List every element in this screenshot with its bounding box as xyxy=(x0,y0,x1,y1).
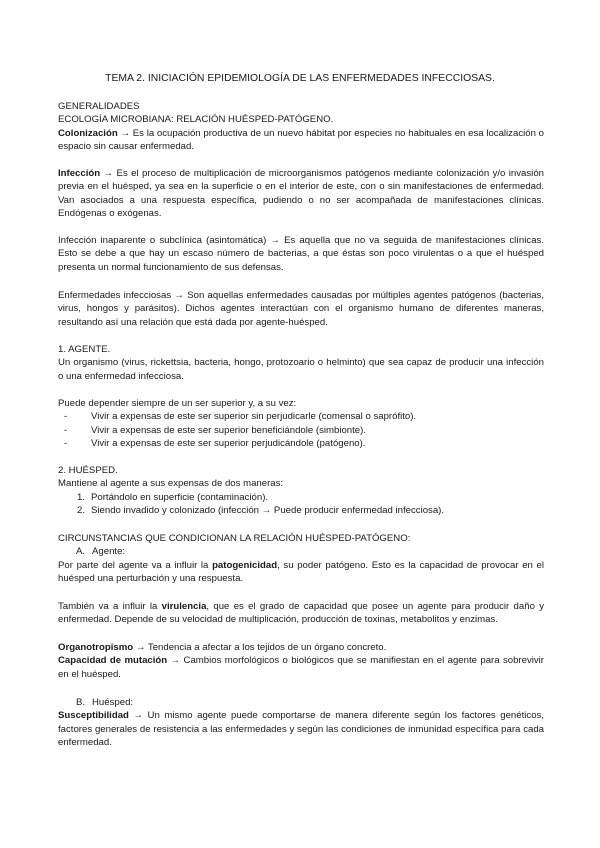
document-title: TEMA 2. INICIACIÓN EPIDEMIOLOGÍA DE LAS ENFERMEDADES INFECCIOSAS. xyxy=(105,73,495,84)
virulencia-pre: También va a influir la xyxy=(58,601,162,612)
colonizacion-paragraph xyxy=(58,127,544,154)
list-item xyxy=(58,491,544,504)
enfermedades-paragraph: Enfermedades infecciosas → Son aquellas enfermedades causadas por múltiples agentes patógenos (bacterias, virus, hongos y parásitos). Dichos agentes interactúan con el organismo humano de diferentes maneras, resultando así una relación que está dada por agente-huésped. xyxy=(58,290,544,328)
huesped-heading: 2. HUÉSPED. xyxy=(58,465,118,476)
generalidades-section xyxy=(58,100,544,154)
agente-list-intro: Puede depender siempre de un ser superior y, a su vez: xyxy=(58,398,297,409)
enfermedades-block xyxy=(58,289,544,329)
mutacion-term: Capacidad de mutación xyxy=(58,655,168,667)
list-item: - Vivir a expensas de este ser superior perjudicándole (patógeno). xyxy=(58,437,544,450)
virulencia-block xyxy=(58,600,544,627)
agente-subheading xyxy=(58,545,544,558)
patogenicidad-pre: Por parte del agente va a influir la xyxy=(58,559,213,571)
susceptibilidad-text: → Un mismo agente puede comportarse de manera diferente según los factores genéticos, factores generales de resistencia a las enfermedades y según las condiciones de inmunidad específica para cada enfermedad. xyxy=(58,710,544,749)
infeccion-block xyxy=(58,167,544,221)
generalidades-heading: GENERALIDADES xyxy=(58,101,140,112)
inaparente-block xyxy=(58,234,544,274)
organotropismo-text: → Tendencia a afectar a los tejidos de un órgano concreto. xyxy=(133,642,387,653)
agente-paragraph: Un organismo (virus, rickettsia, bacteria, hongo, protozoario o helminto) que sea capaz de producir una infección o una enfermedad infecciosa. xyxy=(58,357,544,382)
patogenicidad-paragraph xyxy=(58,559,544,586)
patogenicidad-term: patogenicidad xyxy=(212,559,278,571)
agente-list-block xyxy=(58,397,544,451)
infeccion-text: → Es el proceso de multiplicación de microorganismos patógenos mediante colonización y/o invasión previa en el huésped, ya sea en la superficie o en el interior de este, con o sin manifestaciones de enfermedad. Van asociados a una respuesta específica, pudiendo o no ser acompañada de manifestaciones clínicas. Endógenas o exógenas. xyxy=(58,168,544,220)
organotropismo-paragraph xyxy=(58,641,544,654)
list-number: 2. xyxy=(77,505,86,517)
subheading-letter: B. xyxy=(76,697,86,708)
mutacion-text: → Cambios morfológicos o biológicos que se manifiestan en el agente para sobrevivir en el huésped. xyxy=(58,655,544,680)
colonizacion-term: Colonización xyxy=(58,127,118,139)
susceptibilidad-paragraph xyxy=(58,709,544,749)
organotropismo-term: Organotropismo xyxy=(58,642,134,653)
list-number: 1. xyxy=(77,491,86,503)
huesped-subheading xyxy=(58,696,544,709)
patogenicidad-post: , su poder patógeno. Esto es la capacidad de provocar en el huésped una perturbación y una respuesta. xyxy=(58,559,544,585)
agente-list xyxy=(58,410,544,450)
huesped-list xyxy=(58,491,544,518)
virulencia-paragraph xyxy=(58,600,544,627)
colonizacion-text: → Es la ocupación productiva de un nuevo hábitat por especies no habituales en esa localización o espacio sin causar enfermedad. xyxy=(58,127,544,153)
infeccion-term: Infección xyxy=(58,168,101,179)
mutacion-paragraph xyxy=(58,654,544,681)
ecologia-subheading: ECOLOGÍA MICROBIANA: RELACIÓN HUÉSPED-PATÓGENO. xyxy=(58,114,334,126)
agente-section xyxy=(58,343,544,383)
list-text: Portándolo en superficie (contaminación). xyxy=(91,491,269,503)
virulencia-term: virulencia xyxy=(161,601,207,612)
organotropismo-block xyxy=(58,641,544,681)
subheading-label: Huésped: xyxy=(92,697,134,708)
circunstancias-heading: CIRCUNSTANCIAS QUE CONDICIONAN LA RELACIÓN HUÉSPED-PATÓGENO: xyxy=(58,533,411,544)
circunstancias-section xyxy=(58,532,544,586)
infeccion-paragraph xyxy=(58,167,544,221)
list-item: - Vivir a expensas de este ser superior beneficiándole (simbionte). xyxy=(58,424,544,437)
inaparente-paragraph: Infección inaparente o subclínica (asintomática) → Es aquella que no va seguida de manifestaciones clínicas. Esto se debe a que hay un escaso número de bacterias, a que éstas son poco virulentas o a que el huésped presenta un normal funcionamiento de sus defensas. xyxy=(58,235,544,273)
subheading-label: Agente: xyxy=(92,546,126,558)
huesped-section xyxy=(58,464,544,518)
huesped-intro: Mantiene al agente a sus expensas de dos maneras: xyxy=(58,478,284,490)
subheading-letter: A. xyxy=(76,546,86,558)
susceptibilidad-term: Susceptibilidad xyxy=(58,710,129,722)
list-text: Siendo invadido y colonizado (infección → Puede producir enfermedad infecciosa). xyxy=(91,505,445,517)
agente-heading: 1. AGENTE. xyxy=(58,344,111,355)
list-item: - Vivir a expensas de este ser superior sin perjudicarle (comensal o saprófito). xyxy=(58,410,544,423)
huesped-factors-block xyxy=(58,696,544,750)
list-item xyxy=(58,504,544,517)
virulencia-post: , que es el grado de capacidad que posee un agente para producir daño y enfermedad. Depende de su velocidad de multiplicación, producción de toxinas, metabolitos y enzimas. xyxy=(58,601,544,626)
